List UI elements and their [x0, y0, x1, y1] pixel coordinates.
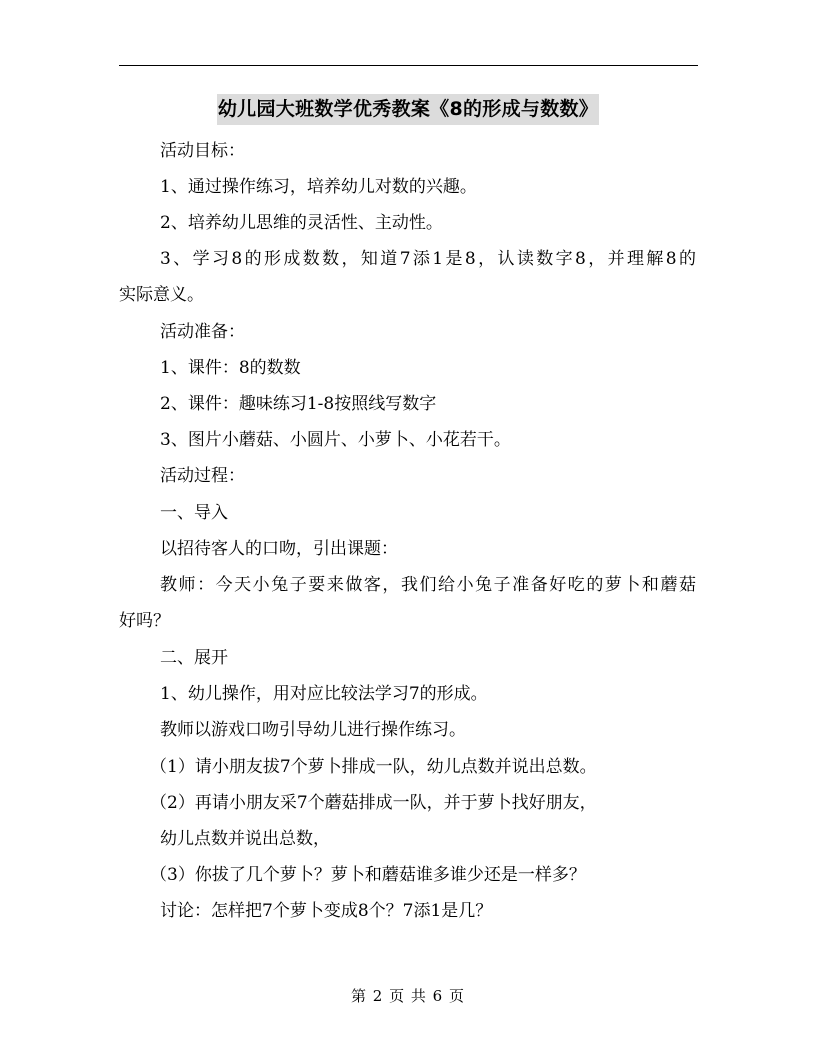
paragraph-line: 3、图片小蘑菇、小圆片、小萝卜、小花若干。 [160, 430, 511, 450]
paragraph-line: 活动准备： [160, 322, 245, 342]
paragraph-line: 以招待客人的口吻，引出课题： [160, 539, 398, 559]
paragraph-line: 幼儿点数并说出总数， [160, 829, 330, 849]
paragraph-line: 2、课件：趣味练习1-8按照线写数字 [160, 394, 437, 414]
paragraph-line: 活动目标： [160, 141, 245, 161]
paragraph-line: 2、培养幼儿思维的灵活性、主动性。 [160, 213, 443, 233]
paragraph-line: （2）再请小朋友采7个蘑菇排成一队，并于萝卜找好朋友， [150, 793, 597, 813]
paragraph-line: 活动过程： [160, 466, 245, 486]
document-title: 幼儿园大班数学优秀教案《8的形成与数数》 [217, 94, 599, 125]
page-number: 第 2 页 共 6 页 [351, 987, 465, 1005]
paragraph-line: 实际意义。 [119, 285, 204, 305]
paragraph-line: 1、通过操作练习，培养幼儿对数的兴趣。 [160, 177, 477, 197]
paragraph-line: 好吗？ [119, 611, 170, 631]
paragraph-line: 讨论：怎样把7个萝卜变成8个？7添1是几？ [160, 901, 493, 921]
paragraph-line: 一、导入 [160, 503, 228, 523]
title-container [0, 94, 816, 125]
paragraph-line: 3、学习8的形成数数，知道7添1是8，认读数字8，并理解8的 [160, 249, 696, 269]
paragraph-line: 二、展开 [160, 648, 228, 668]
header-rule [119, 65, 698, 66]
paragraph-line: 1、课件：8的数数 [160, 358, 301, 378]
paragraph-line: （1）请小朋友拔7个萝卜排成一队，幼儿点数并说出总数。 [150, 757, 597, 777]
paragraph-line: （3）你拔了几个萝卜？萝卜和蘑菇谁多谁少还是一样多？ [150, 865, 586, 885]
paragraph-line: 1、幼儿操作，用对应比较法学习7的形成。 [160, 684, 488, 704]
paragraph-line: 教师以游戏口吻引导幼儿进行操作练习。 [160, 720, 466, 740]
paragraph-line: 教师：今天小兔子要来做客，我们给小兔子准备好吃的萝卜和蘑菇 [160, 575, 696, 595]
